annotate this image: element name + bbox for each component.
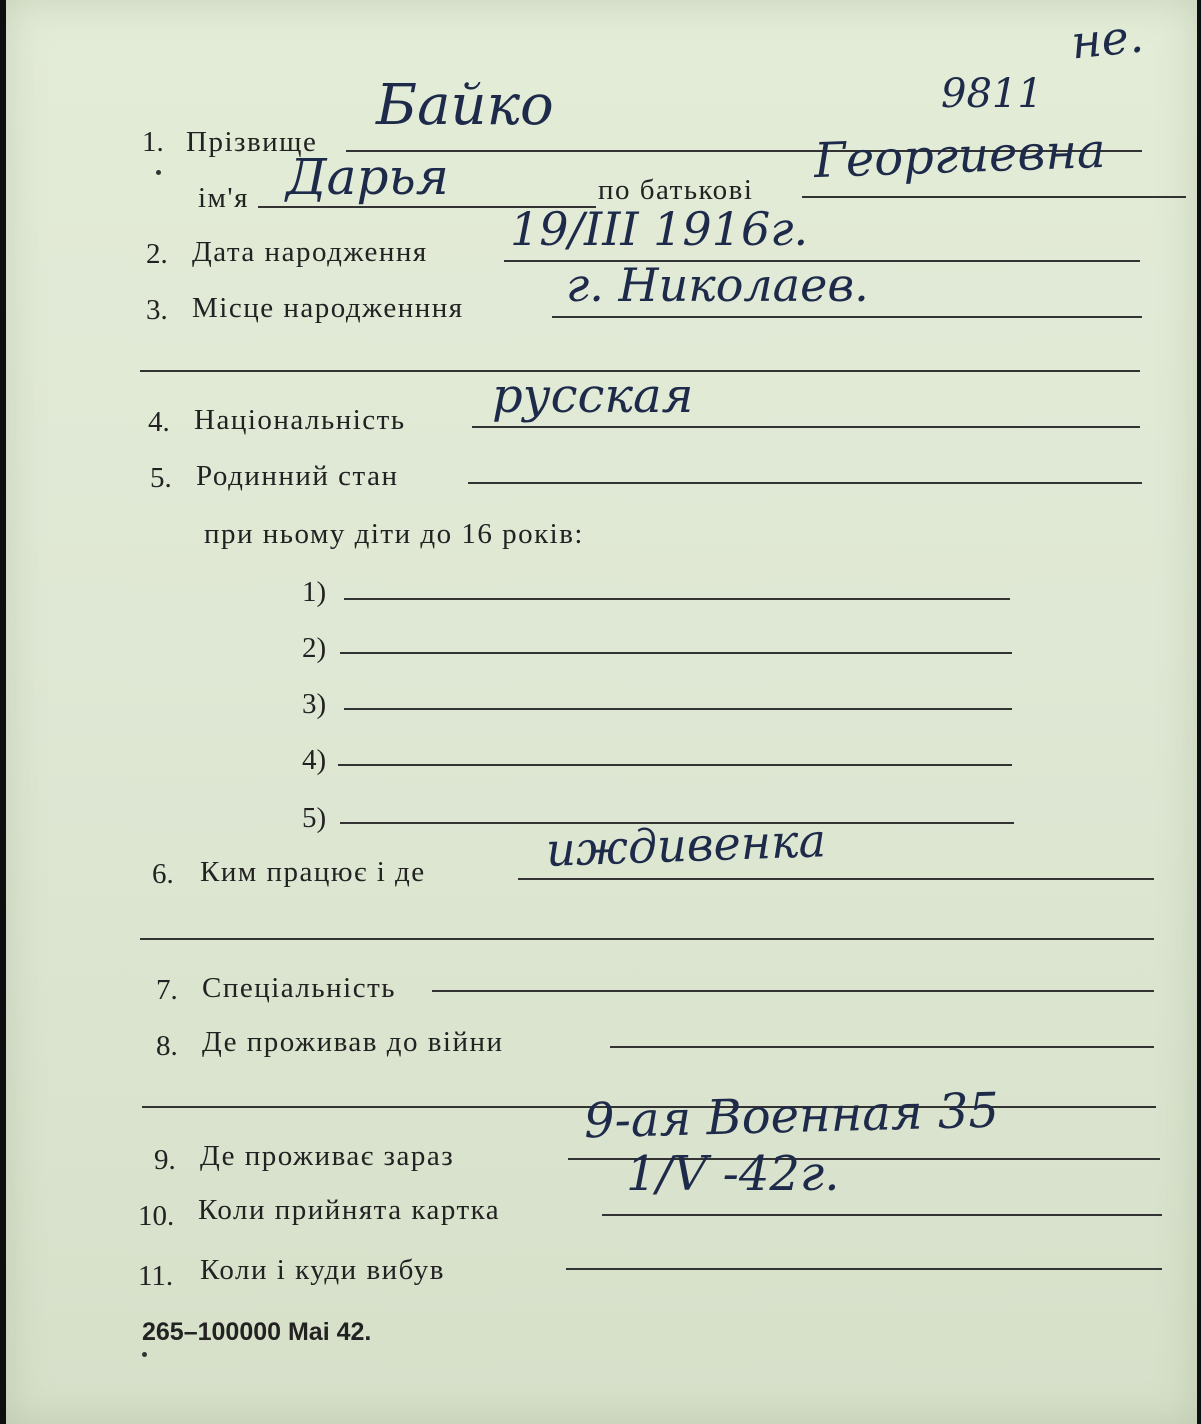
nationality-line [472, 426, 1140, 428]
nationality-label: Національність [194, 404, 406, 436]
child-3-line [344, 708, 1012, 710]
child-4-line [338, 764, 1012, 766]
corner-mark: не. [1068, 8, 1146, 70]
nationality-value[interactable]: русская [492, 368, 694, 424]
field-8-number: 8. [156, 1030, 178, 1062]
card-number: 9811 [941, 71, 1043, 117]
print-code: 265–100000 Mai 42. [142, 1318, 372, 1346]
card-accepted-label: Коли прийнята картка [198, 1194, 501, 1226]
prewar-residence-label: Де проживав до війни [202, 1026, 504, 1058]
first-name-label: ім'я [198, 182, 249, 214]
patronymic-value[interactable]: Георгиевна [813, 122, 1107, 190]
occupation-value[interactable]: иждивенка [545, 813, 827, 877]
field-5-number: 5. [150, 462, 172, 494]
birth-date-label: Дата народження [192, 236, 428, 268]
field-6-number: 6. [152, 858, 174, 890]
punch-dot [156, 170, 161, 175]
occupation-line [518, 878, 1154, 880]
children-label: при ньому діти до 16 років: [204, 518, 584, 550]
occupation-line-2 [140, 938, 1154, 940]
field-3-number: 3. [146, 294, 168, 326]
card-accepted-line [602, 1214, 1162, 1216]
departure-line [566, 1268, 1162, 1270]
birth-date-value[interactable]: 19/III 1916г. [510, 202, 809, 256]
current-residence-value[interactable]: 9-ая Военная 35 [583, 1082, 1000, 1150]
field-4-number: 4. [148, 406, 170, 438]
birth-place-line [552, 316, 1142, 318]
field-11-number: 11. [138, 1260, 174, 1292]
birth-place-value[interactable]: г. Николаев. [566, 258, 869, 312]
registration-card [6, 0, 1197, 1424]
patronymic-label: по батькові [598, 174, 754, 206]
field-2-number: 2. [146, 238, 168, 270]
child-2-line [340, 652, 1012, 654]
surname-value[interactable]: Байко [376, 73, 554, 138]
field-10-number: 10. [138, 1200, 175, 1232]
departure-label: Коли і куди вибув [200, 1254, 445, 1286]
punch-dot [142, 1352, 147, 1357]
child-5-number: 5) [302, 802, 327, 834]
field-7-number: 7. [156, 974, 178, 1006]
current-residence-label: Де проживає зараз [200, 1140, 455, 1172]
child-2-number: 2) [302, 632, 327, 664]
first-name-value[interactable]: Дарья [286, 148, 449, 206]
child-3-number: 3) [302, 688, 327, 720]
field-9-number: 9. [154, 1144, 176, 1176]
child-1-line [344, 598, 1010, 600]
marital-status-line [468, 482, 1142, 484]
occupation-label: Ким працює і де [200, 856, 426, 888]
specialty-line [432, 990, 1154, 992]
specialty-label: Спеціальність [202, 972, 396, 1004]
marital-status-label: Родинний стан [196, 460, 399, 492]
child-1-number: 1) [302, 576, 327, 608]
field-1-number: 1. [142, 126, 164, 158]
prewar-residence-line [610, 1046, 1154, 1048]
surname-label: Прізвище [186, 126, 318, 158]
child-4-number: 4) [302, 744, 327, 776]
patronymic-line [802, 196, 1186, 198]
birth-place-label: Місце народженння [192, 292, 464, 324]
card-accepted-value[interactable]: 1/V -42г. [626, 1146, 840, 1202]
